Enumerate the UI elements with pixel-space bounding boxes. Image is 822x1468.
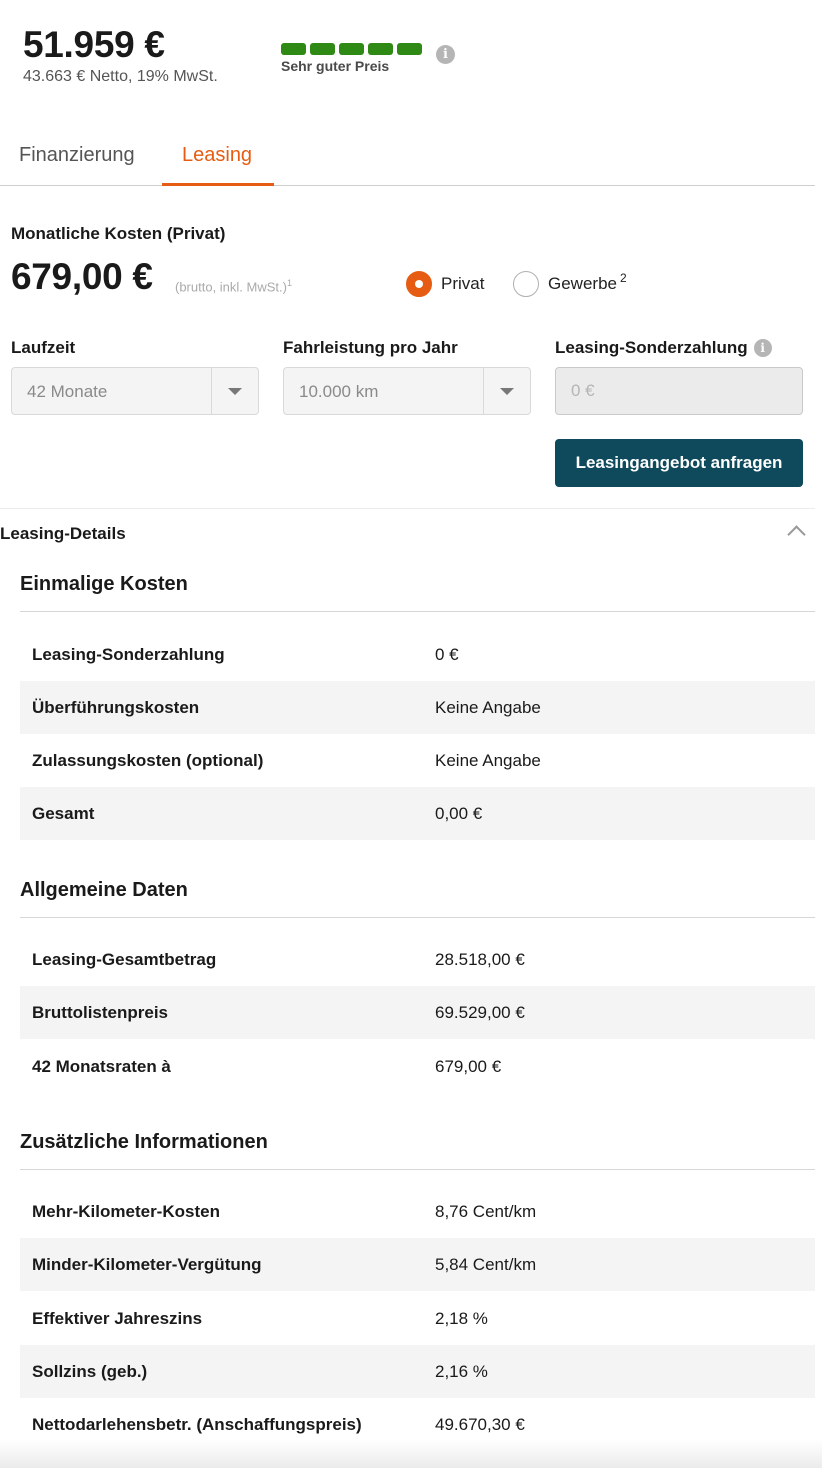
row-value: 49.670,30 € [435, 1415, 525, 1434]
footnote-marker: 1 [286, 278, 292, 288]
row-key: Effektiver Jahreszins [32, 1309, 203, 1328]
radio-privat[interactable] [406, 271, 484, 297]
row-key: Bruttolistenpreis [32, 1003, 169, 1022]
table-row [20, 933, 815, 986]
fahrleistung-value: 10.000 km [299, 382, 379, 401]
tab-leasing[interactable]: Leasing [182, 144, 253, 166]
info-icon[interactable]: i [754, 339, 772, 357]
row-value: Keine Angabe [435, 751, 541, 770]
row-value: Keine Angabe [435, 698, 541, 717]
table-row [20, 681, 815, 734]
row-value: 5,84 Cent/km [435, 1255, 537, 1274]
sonderzahlung-label-text: Leasing-Sonderzahlung [555, 338, 748, 357]
row-value: 0,00 € [435, 804, 483, 823]
section-title-allgemeine-daten: Allgemeine Daten [20, 879, 188, 901]
chevron-down-icon[interactable] [228, 388, 242, 395]
row-value: 69.529,00 € [435, 1003, 525, 1022]
row-value: 28.518,00 € [435, 950, 525, 969]
row-key: Minder-Kilometer-Vergütung [32, 1255, 262, 1274]
vehicle-price: 51.959 € [23, 24, 165, 65]
table-row [20, 734, 815, 787]
table-row [20, 628, 815, 681]
chevron-down-icon[interactable] [500, 388, 514, 395]
request-leasing-offer-button[interactable]: Leasingangebot anfragen [555, 439, 803, 487]
radio-gewerbe-label: Gewerbe [548, 274, 617, 293]
footnote-marker: 2 [619, 271, 627, 285]
info-icon[interactable]: i [436, 45, 455, 64]
monthly-cost-label: Monatliche Kosten (Privat) [11, 224, 226, 243]
table-row [20, 1345, 815, 1398]
monthly-cost-note [175, 278, 292, 294]
section-title-einmalige-kosten: Einmalige Kosten [20, 573, 188, 595]
rating-bar [368, 43, 393, 55]
rating-bar [310, 43, 335, 55]
bottom-fade [0, 1440, 822, 1468]
row-key: Gesamt [32, 804, 95, 823]
section-divider [20, 917, 815, 918]
row-value: 679,00 € [435, 1057, 502, 1076]
radio-gewerbe[interactable] [513, 271, 627, 297]
radio-privat-label: Privat [441, 274, 485, 293]
laufzeit-label: Laufzeit [11, 338, 76, 357]
payment-tabs [0, 120, 815, 186]
leasing-details-title[interactable]: Leasing-Details [0, 524, 126, 543]
sonderzahlung-input[interactable] [556, 368, 802, 414]
row-key: Leasing-Gesamtbetrag [32, 950, 217, 969]
tab-finanzierung[interactable]: Finanzierung [19, 144, 135, 166]
row-key: Nettodarlehensbetr. (Anschaffungspreis) [32, 1415, 362, 1434]
section-divider [20, 611, 815, 612]
row-key: 42 Monatsraten à [32, 1057, 171, 1076]
chevron-up-icon[interactable] [787, 525, 805, 543]
row-value: 0 € [435, 645, 459, 664]
monthly-cost-note-text: (brutto, inkl. MwSt.) [175, 279, 287, 295]
sonderzahlung-field[interactable] [555, 367, 803, 415]
active-tab-indicator [162, 183, 274, 186]
row-key: Leasing-Sonderzahlung [32, 645, 225, 664]
table-row [20, 1185, 815, 1238]
sonderzahlung-label [555, 338, 772, 358]
vehicle-price-net: 43.663 € Netto, 19% MwSt. [23, 68, 218, 85]
radio-unchecked-icon[interactable] [513, 271, 539, 297]
divider [0, 508, 815, 509]
table-row [20, 1292, 815, 1345]
price-rating-label: Sehr guter Preis [281, 58, 390, 74]
radio-checked-icon[interactable] [406, 271, 432, 297]
price-rating [281, 43, 422, 74]
row-value: 2,18 % [435, 1309, 488, 1328]
rating-bar [397, 43, 422, 55]
table-row [20, 1238, 815, 1291]
row-key: Zulassungskosten (optional) [32, 751, 264, 770]
row-value: 2,16 % [435, 1362, 488, 1381]
rating-bar [339, 43, 364, 55]
section-divider [20, 1169, 815, 1170]
select-divider [483, 368, 484, 414]
table-row [20, 986, 815, 1039]
monthly-cost-price: 679,00 € [11, 256, 153, 297]
table-row [20, 1040, 815, 1093]
row-key: Sollzins (geb.) [32, 1362, 148, 1381]
rating-bar [281, 43, 306, 55]
section-title-zusaetzliche-informationen: Zusätzliche Informationen [20, 1131, 268, 1153]
fahrleistung-label: Fahrleistung pro Jahr [283, 338, 458, 357]
row-key: Mehr-Kilometer-Kosten [32, 1202, 220, 1221]
row-value: 8,76 Cent/km [435, 1202, 537, 1221]
laufzeit-value: 42 Monate [27, 382, 108, 401]
row-key: Überführungskosten [32, 698, 200, 717]
select-divider [211, 368, 212, 414]
fahrleistung-select[interactable] [283, 367, 531, 415]
table-row [20, 787, 815, 840]
laufzeit-select[interactable] [11, 367, 259, 415]
price-rating-bars [281, 43, 422, 55]
